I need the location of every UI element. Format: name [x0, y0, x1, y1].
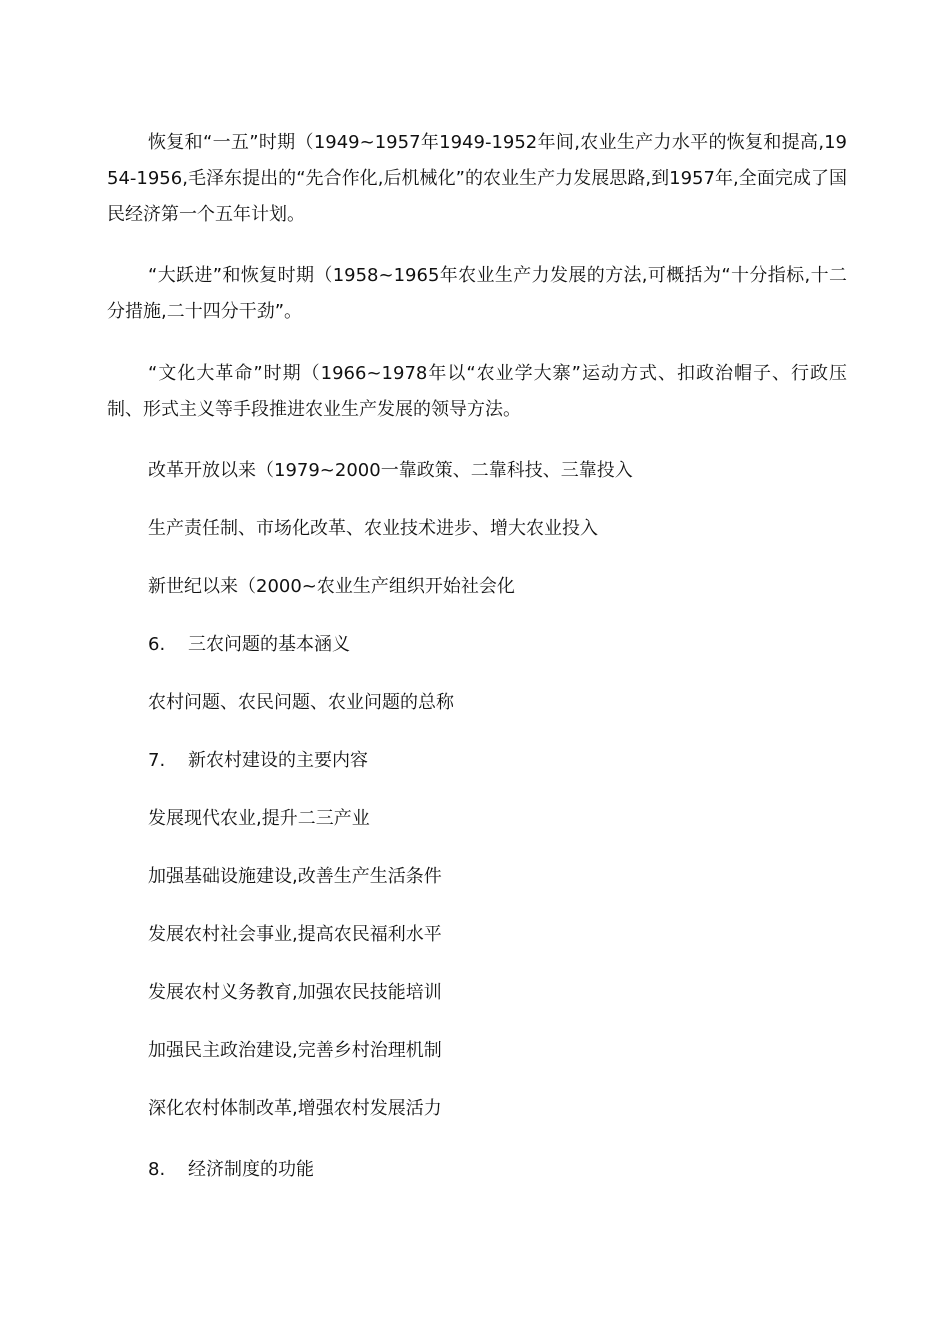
list-item: 发展农村义务教育,加强农民技能培训	[148, 982, 442, 1003]
line-q6-answer: 农村问题、农民问题、农业问题的总称	[148, 692, 454, 713]
paragraph-recovery-period: 恢复和“一五”时期（1949~1957年1949-1952年间,农业生产力水平的恢复和提高,1954-1956,毛泽东提出的“先合作化,后机械化”的农业生产力发展思路,到1957年,全面完成了国民经济第一个五年计划。	[107, 132, 847, 225]
list-item: 深化农村体制改革,增强农村发展活力	[148, 1098, 442, 1119]
paragraph-great-leap: “大跃进”和恢复时期（1958~1965年农业生产力发展的方法,可概括为“十分指标,十二分措施,二十四分干劲”。	[107, 265, 847, 322]
heading-title: 经济制度的功能	[188, 1159, 314, 1180]
heading-number: 6.	[148, 634, 166, 655]
list-item: 发展现代农业,提升二三产业	[148, 808, 370, 829]
list-item: 发展农村社会事业,提高农民福利水平	[148, 924, 442, 945]
list-item: 加强民主政治建设,完善乡村治理机制	[148, 1040, 442, 1061]
line-new-century: 新世纪以来（2000~农业生产组织开始社会化	[148, 576, 515, 597]
line-reform-opening: 改革开放以来（1979~2000一靠政策、二靠科技、三靠投入	[148, 460, 633, 481]
list-item: 加强基础设施建设,改善生产生活条件	[148, 866, 442, 887]
heading-q8	[148, 1157, 314, 1183]
heading-number: 8.	[148, 1159, 166, 1180]
heading-q6	[148, 632, 350, 658]
heading-q7	[148, 748, 368, 774]
heading-number: 7.	[148, 750, 166, 771]
line-reform-points: 生产责任制、市场化改革、农业技术进步、增大农业投入	[148, 518, 598, 539]
paragraph-cultural-revolution: “文化大革命”时期（1966~1978年以“农业学大寨”运动方式、扣政治帽子、行政压制、形式主义等手段推进农业生产发展的领导方法。	[107, 363, 847, 420]
heading-title: 新农村建设的主要内容	[188, 750, 368, 771]
heading-title: 三农问题的基本涵义	[188, 634, 350, 655]
